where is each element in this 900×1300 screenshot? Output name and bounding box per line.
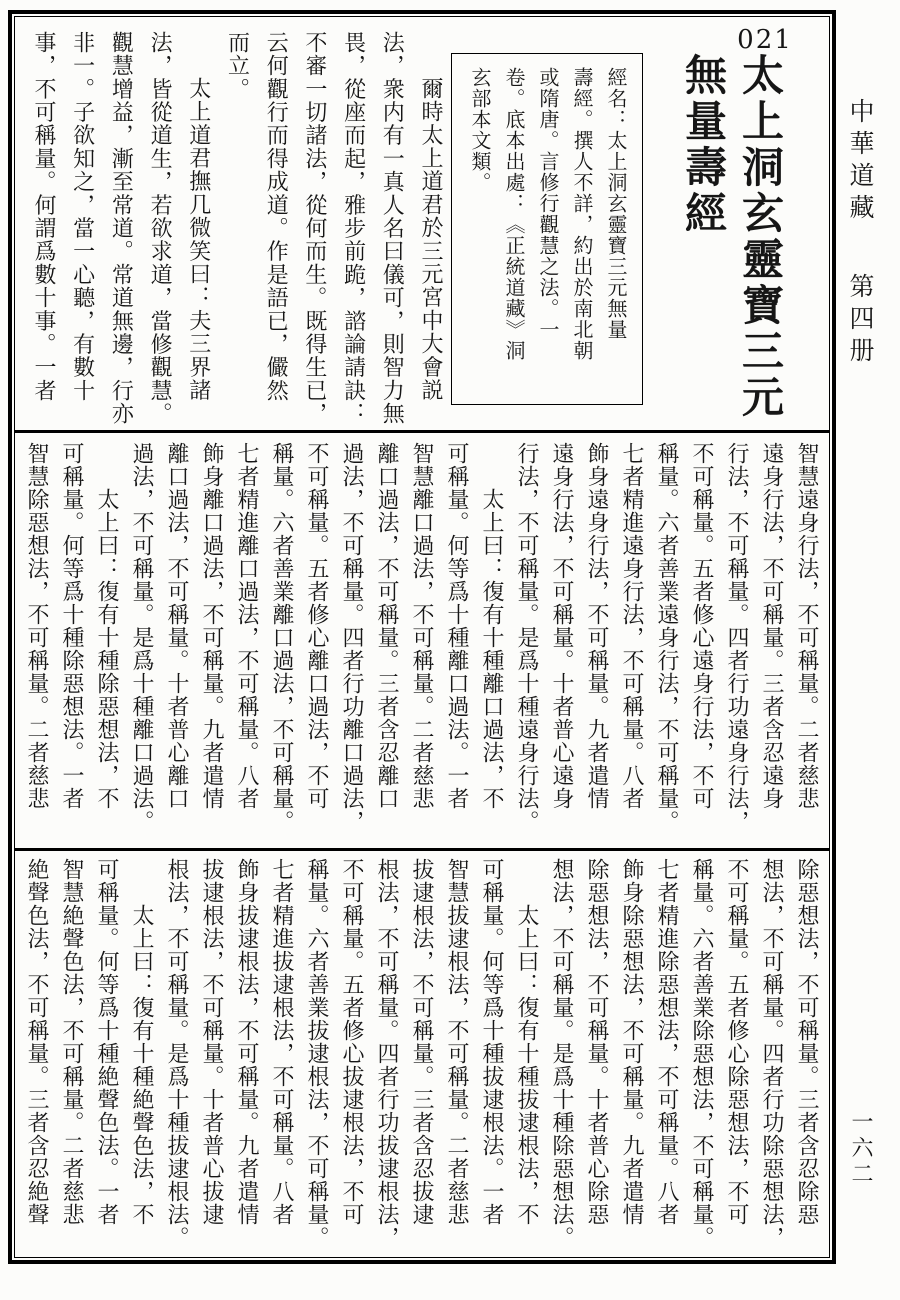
text-column: 飾身拔逮根法，不可稱量。九者遣情 [234,858,259,1226]
text-column: 畏，從座而起，雅步前跪，諮論請訣： [340,31,366,426]
text-column: 太上曰：復有十種絶聲色法，不 [129,904,154,1226]
text-column: 不可稱量。五者修心遠身行法，不可 [689,442,714,810]
scripture-title [671,53,789,445]
text-column: 絶聲色法，不可稱量。三者含忍絶聲 [24,858,49,1226]
text-column: 可稱量。何等爲十種離口過法。一者 [444,442,469,810]
text-column: 拔逮根法，不可稱量。十者普心拔逮 [199,858,224,1226]
page-number-label: 一六二 [848,1110,873,1188]
text-column: 七者精進離口過法，不可稱量。八者 [234,442,259,810]
text-column: 觀慧增益，漸至常道。常道無邊，行亦 [108,31,134,426]
text-column: 不可稱量。五者修心除惡想法，不可 [724,858,749,1226]
text-column: 過法，不可稱量。是爲十種離口過法。 [129,442,154,833]
scripture-title-line-2: 無量壽經 [679,53,728,237]
text-column: 而立。 [224,31,250,101]
text-column: 爾時太上道君於三元宮中大會説 [418,77,443,402]
register-middle [18,442,824,846]
page-frame-inner [14,16,830,1258]
text-column: 除惡想法，不可稱量。十者普心除惡 [584,858,609,1226]
text-column: 七者精進除惡想法，不可稱量。八者 [654,858,679,1226]
scripture-title-line-1: 太上洞玄靈寶三元 [736,53,785,421]
text-column: 飾身除惡想法，不可稱量。九者遣情 [619,858,644,1226]
text-column: 遠身行法，不可稱量。三者含忍遠身 [759,442,784,810]
text-column: 拔逮根法，不可稱量。三者含忍拔逮 [409,858,434,1226]
text-column: 智慧離口過法，不可稱量。二者慈悲 [409,442,434,810]
text-column: 非一。子欲知之，當一心聽，有數十 [69,31,95,403]
text-column: 想法，不可稱量。四者行功除惡想法， [759,858,784,1249]
register-divider-1 [15,430,829,433]
page-frame [8,10,836,1264]
text-column: 智慧拔逮根法，不可稱量。二者慈悲 [444,858,469,1226]
text-column: 法，衆内有一真人名曰儀可，則智力無 [379,31,405,426]
colophon-column: 玄部本文類。 [468,67,492,193]
text-column: 離口過法，不可稱量。三者含忍離口 [374,442,399,810]
volume-label [842,98,878,438]
text-column: 太上道君撫几微笑曰：夫三界諸 [185,77,211,402]
register-divider-2 [15,848,829,851]
text-column: 行法，不可稱量。四者行功遠身行法， [724,442,749,833]
text-column: 想法，不可稱量。是爲十種除惡想法。 [549,858,574,1249]
volume-title: 中華道藏 [846,98,875,226]
text-column: 可稱量。何等爲十種拔逮根法。一者 [479,858,504,1226]
text-column: 除惡想法，不可稱量。三者含忍除惡 [794,858,819,1226]
text-column: 稱量。六者善業遠身行法，不可稱量。 [654,442,679,833]
text-column: 可稱量。何等爲十種絶聲色法。一者 [94,858,119,1226]
text-column: 過法，不可稱量。四者行功離口過法， [339,442,364,833]
text-column: 根法，不可稱量。是爲十種拔逮根法。 [164,858,189,1249]
text-column: 智慧絶聲色法，不可稱量。二者慈悲 [59,858,84,1226]
text-column: 稱量。六者善業除惡想法，不可稱量。 [689,858,714,1249]
text-column: 七者精進遠身行法，不可稱量。八者 [619,442,644,810]
text-column: 行法，不可稱量。是爲十種遠身行法。 [514,442,539,833]
text-column: 太上曰：復有十種拔逮根法，不 [514,904,539,1226]
colophon-box [451,53,643,405]
text-column: 法，皆從道生，若欲求道，當修觀慧。 [147,31,173,426]
text-column: 飾身遠身行法，不可稱量。九者遣情 [584,442,609,810]
text-column: 太上曰：復有十種除惡想法，不 [94,488,119,810]
text-column: 云何觀行而得成道。作是語已，儼然 [263,31,289,403]
text-column: 稱量。六者善業離口過法，不可稱量。 [269,442,294,833]
text-column: 根法，不可稱量。四者行功拔逮根法， [374,858,399,1249]
register-bottom [18,858,824,1251]
colophon-column: 卷。底本出處：《正統道藏》洞 [502,67,526,361]
text-column: 可稱量。何等爲十種除惡想法。一者 [59,442,84,810]
colophon-column: 經名：太上洞玄靈寶三元無量 [604,67,628,340]
text-column: 不審一切諸法，從何而生。既得生已， [301,31,327,426]
register-top [23,31,449,429]
text-column: 智慧遠身行法，不可稱量。二者慈悲 [794,442,819,810]
text-column: 稱量。六者善業拔逮根法，不可稱量。 [304,858,329,1249]
text-column: 不可稱量。五者修心拔逮根法，不可 [339,858,364,1226]
colophon-column: 或隋唐。言修行觀慧之法。一 [536,67,560,340]
volume-number: 第四册 [846,272,875,369]
text-column: 飾身離口過法，不可稱量。九者遣情 [199,442,224,810]
serial-number: 021 [737,25,793,55]
text-column: 離口過法，不可稱量。十者普心離口 [164,442,189,810]
text-column: 七者精進拔逮根法，不可稱量。八者 [269,858,294,1226]
text-column: 不可稱量。五者修心離口過法，不可 [304,442,329,810]
text-column: 智慧除惡想法，不可稱量。二者慈悲 [24,442,49,810]
text-column: 遠身行法，不可稱量。十者普心遠身 [549,442,574,810]
text-column: 太上曰：復有十種離口過法，不 [479,488,504,810]
text-column: 事，不可稱量。何謂爲數十事。一者 [30,31,56,403]
colophon-column: 壽經。撰人不詳，約出於南北朝 [570,67,594,361]
